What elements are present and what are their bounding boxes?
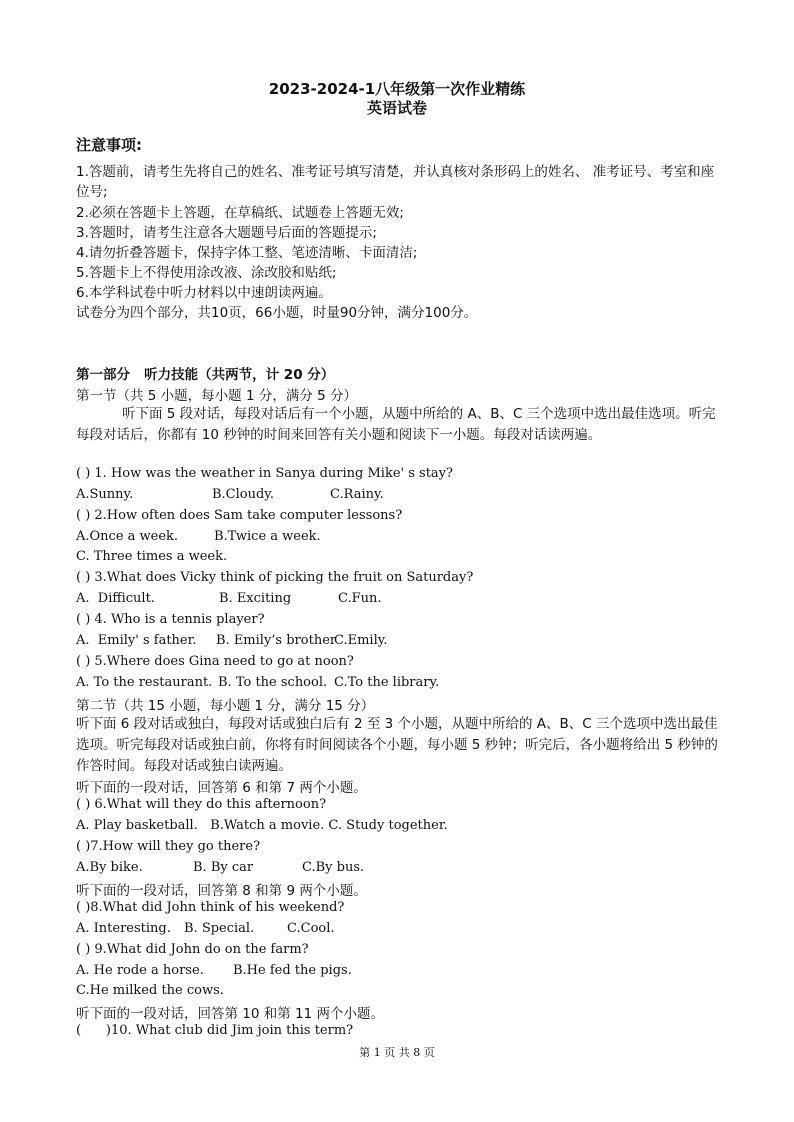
part1-heading: 第一部分 听力技能（共两节，计 20 分） xyxy=(76,367,335,383)
q9-option-b: B.He fed the pigs. xyxy=(233,963,352,978)
q1-option-a: A.Sunny. xyxy=(76,487,134,502)
notice-item: 2.必须在答题卡上答题，在草稿纸、试题卷上答题无效; xyxy=(76,205,404,221)
q3-option-a: A. Difficult. xyxy=(76,591,155,606)
q3-option-b: B. Exciting xyxy=(219,591,292,606)
q3-option-c: C.Fun. xyxy=(338,591,382,606)
question-6: ( ) 6.What will they do this afternoon? xyxy=(76,797,327,812)
q5-option-a: A. To the restaurant. xyxy=(76,675,213,690)
exam-title: 2023-2024-1八年级第一次作业精练 xyxy=(268,80,526,98)
q8-option-c: C.Cool. xyxy=(287,921,335,936)
dialog-instruction: 听下面的一段对话，回答第 8 和第 9 两个小题。 xyxy=(76,883,367,899)
q4-option-c: C.Emily. xyxy=(334,633,388,648)
dialog-instruction: 听下面的一段对话，回答第 6 和第 7 两个小题。 xyxy=(76,780,367,796)
question-1: ( ) 1. How was the weather in Sanya during Mike' s stay? xyxy=(76,466,453,481)
q2-option-a: A.Once a week. xyxy=(76,529,179,544)
q7-option-b: B. By car xyxy=(193,860,254,875)
question-5: ( ) 5.Where does Gina need to go at noon? xyxy=(76,654,354,669)
q7-option-c: C.By bus. xyxy=(302,860,365,875)
exam-subtitle: 英语试卷 xyxy=(366,99,427,117)
question-4: ( ) 4. Who is a tennis player? xyxy=(76,612,265,627)
notice-heading: 注意事项: xyxy=(76,136,142,154)
q1-option-b: B.Cloudy. xyxy=(212,487,275,502)
q5-option-c: C.To the library. xyxy=(334,675,440,690)
question-8: ( )8.What did John think of his weekend? xyxy=(76,900,345,915)
question-10: ( )10. What club did Jim join this term? xyxy=(76,1023,354,1038)
dialog-instruction: 听下面的一段对话，回答第 10 和第 11 两个小题。 xyxy=(76,1006,385,1022)
q9-option-c: C.He milked the cows. xyxy=(76,983,224,998)
section2-instruction: 听下面 6 段对话或独白，每段对话或独白后有 2 至 3 个小题，从题中所给的 A、B、C 三个选项中选出最佳选项。听完每段对话或独白前，你将有时间阅读各个小题，每小题 5 秒钟；听完后，各小题将给出 5 秒钟的作答时间。每段对话或独白读两遍。 xyxy=(76,716,718,774)
q6-options: A. Play basketball. B.Watch a movie. C. Study together. xyxy=(76,818,448,833)
notice-item: 5.答题卡上不得使用涂改液、涂改胶和贴纸; xyxy=(76,265,337,281)
notice-item: 4.请勿折叠答题卡，保持字体工整、笔迹清晰、卡面清洁; xyxy=(76,245,418,261)
q5-option-b: B. To the school. xyxy=(218,675,328,690)
q8-option-a: A. Interesting. xyxy=(76,921,171,936)
question-7: ( )7.How will they go there? xyxy=(76,839,261,854)
notice-item: 3.答题时，请考生注意各大题题号后面的答题提示; xyxy=(76,225,377,241)
q8-option-b: B. Special. xyxy=(184,921,255,936)
page-footer: 第 1 页 共 8 页 xyxy=(359,1046,435,1059)
notice-item: 6.本学科试卷中听力材料以中速朗读两遍。 xyxy=(76,285,332,301)
q2-option-b: B.Twice a week. xyxy=(214,529,321,544)
question-3: ( ) 3.What does Vicky think of picking the fruit on Saturday? xyxy=(76,570,474,585)
section1-heading: 第一节（共 5 小题，每小题 1 分，满分 5 分） xyxy=(76,388,358,404)
q9-option-a: A. He rode a horse. xyxy=(76,963,204,978)
section1-instruction: 听下面 5 段对话，每段对话后有一个小题，从题中所给的 A、B、C 三个选项中选出最佳选项。听完每段对话后，你都有 10 秒钟的时间来回答有关小题和阅读下一小题。每段对话读两遍。 xyxy=(76,406,716,443)
section2-heading: 第二节（共 15 小题，每小题 1 分，满分 15 分） xyxy=(76,698,375,714)
q4-option-b: B. Emily’s brother xyxy=(216,633,337,648)
q7-option-a: A.By bike. xyxy=(76,860,143,875)
question-9: ( ) 9.What did John do on the farm? xyxy=(76,942,309,957)
q2-option-c: C. Three times a week. xyxy=(76,549,228,564)
notice-item: 1.答题前，请考生先将自己的姓名、准考证号填写清楚，并认真核对条形码上的姓名、 准考证号、考室和座位号; xyxy=(76,164,715,200)
q1-option-c: C.Rainy. xyxy=(330,487,384,502)
question-2: ( ) 2.How often does Sam take computer lessons? xyxy=(76,508,403,523)
q4-option-a: A. Emily' s father. xyxy=(76,633,197,648)
notice-summary: 试卷分为四个部分，共10页，66小题，时量90分钟，满分100分。 xyxy=(76,305,478,321)
